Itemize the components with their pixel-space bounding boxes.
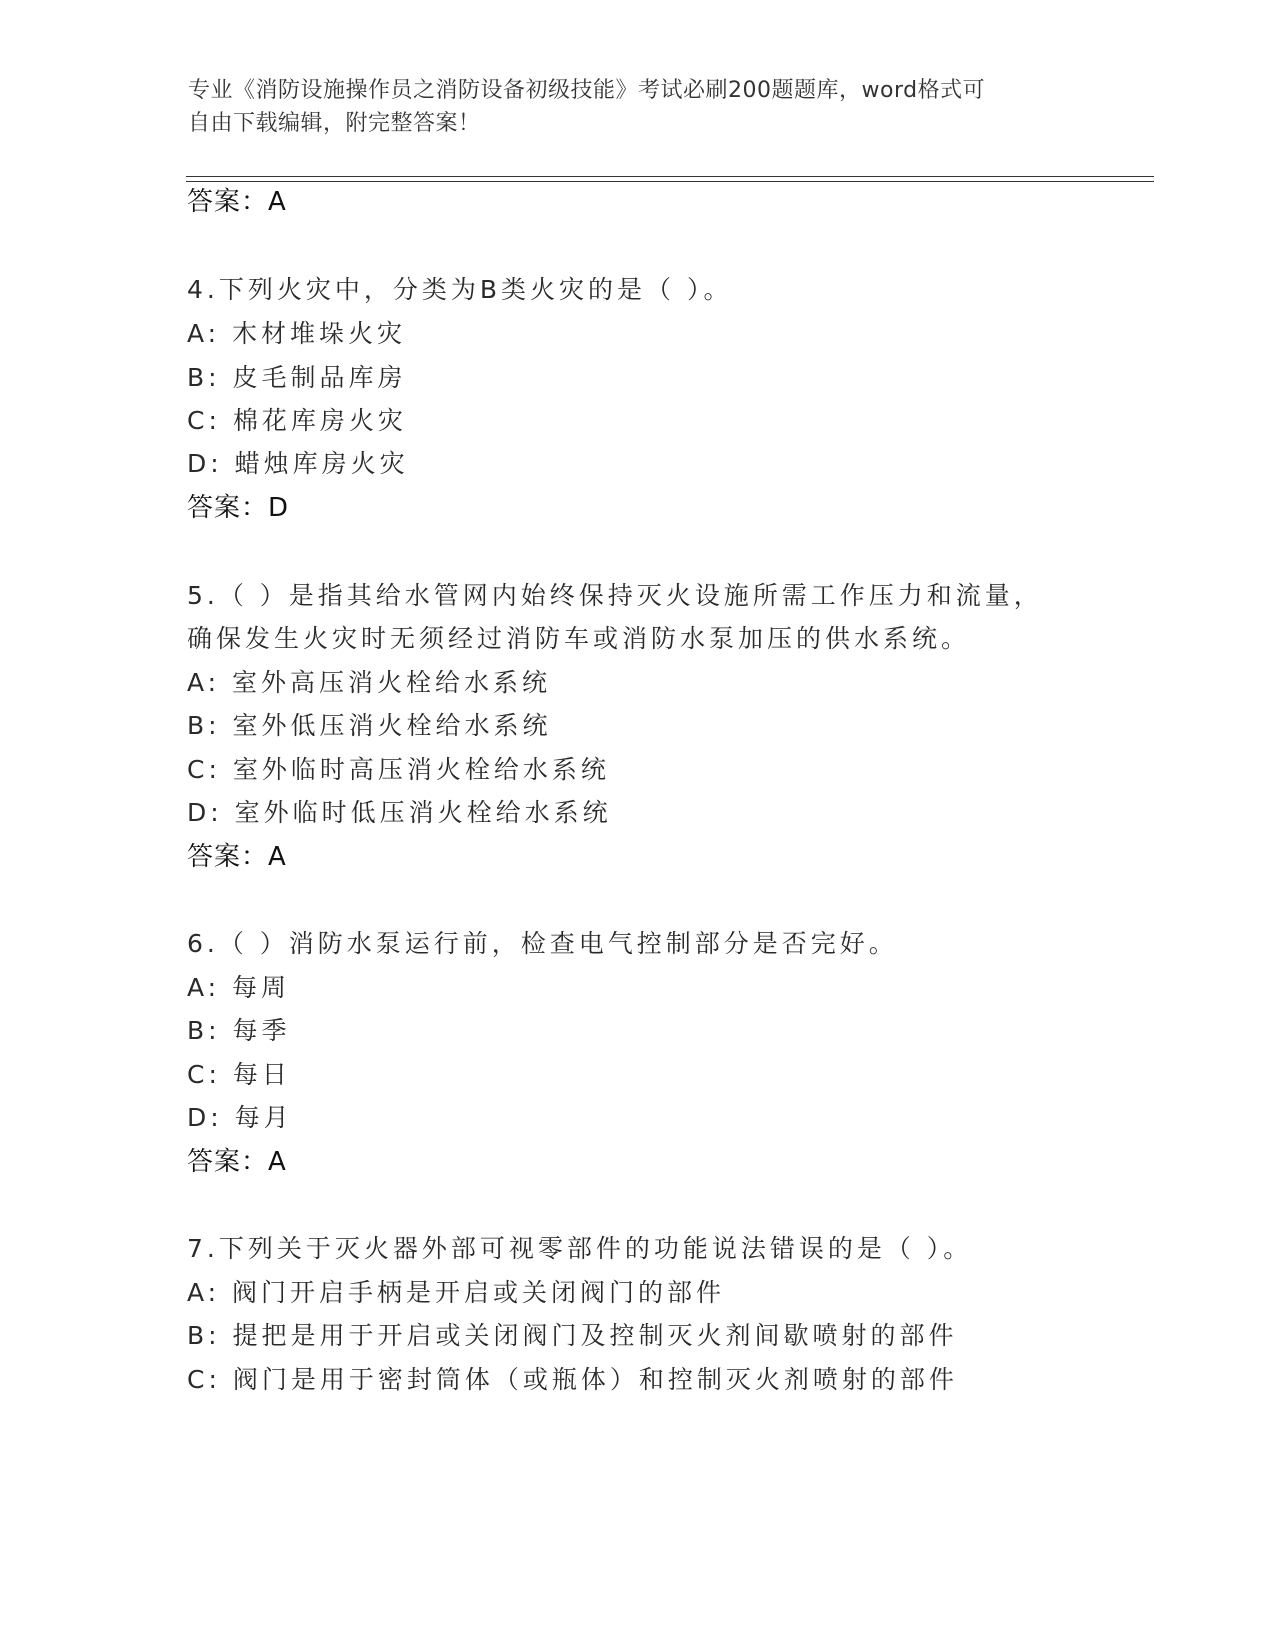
question-5-stem-line-1: 5.（ ）是指其给水管网内始终保持灭火设施所需工作压力和流量， (187, 581, 1043, 610)
question-4-option-a: A: 木材堆垛火灾 (187, 319, 407, 348)
question-6-option-a: A: 每周 (187, 973, 291, 1002)
question-7-option-c: C: 阀门是用于密封筒体（或瓶体）和控制灭火剂喷射的部件 (187, 1365, 958, 1394)
question-5-stem-line-2: 确保发生火灾时无须经过消防车或消防水泵加压的供水系统。 (187, 624, 971, 653)
question-6-option-c: C: 每日 (187, 1060, 291, 1089)
question-4-option-d: D: 蜡烛库房火灾 (187, 449, 409, 478)
question-5-answer: 答案：A (187, 842, 287, 872)
header-divider-bottom (186, 181, 1154, 182)
question-6-option-d: D: 每月 (187, 1103, 293, 1132)
question-7-stem: 7.下列关于灭火器外部可视零部件的功能说法错误的是（ ）。 (187, 1234, 973, 1263)
question-4-stem: 4.下列火灾中，分类为B类火灾的是（ ）。 (187, 275, 733, 304)
question-4-answer: 答案：D (187, 493, 290, 523)
header-line-2: 自由下载编辑，附完整答案！ (188, 111, 481, 136)
question-4-option-c: C: 棉花库房火灾 (187, 406, 407, 435)
question-5-option-a: A: 室外高压消火栓给水系统 (187, 668, 552, 697)
question-7-option-a: A: 阀门开启手柄是开启或关闭阀门的部件 (187, 1278, 726, 1307)
question-6-option-b: B: 每季 (187, 1016, 291, 1045)
question-6-answer: 答案：A (187, 1147, 287, 1177)
question-7-option-b: B: 提把是用于开启或关闭阀门及控制灭火剂间歇喷射的部件 (187, 1321, 958, 1350)
question-5-option-c: C: 室外临时高压消火栓给水系统 (187, 755, 610, 784)
question-5-option-d: D: 室外临时低压消火栓给水系统 (187, 798, 612, 827)
answer-line: 答案：A (187, 187, 287, 217)
question-5-option-b: B: 室外低压消火栓给水系统 (187, 711, 552, 740)
header-divider-top (186, 176, 1154, 177)
header-line-1: 专业《消防设施操作员之消防设备初级技能》考试必刷200题题库，word格式可 (188, 78, 986, 103)
document-header (188, 74, 1068, 140)
question-4-option-b: B: 皮毛制品库房 (187, 363, 407, 392)
question-6-stem: 6.（ ）消防水泵运行前，检查电气控制部分是否完好。 (187, 929, 898, 958)
